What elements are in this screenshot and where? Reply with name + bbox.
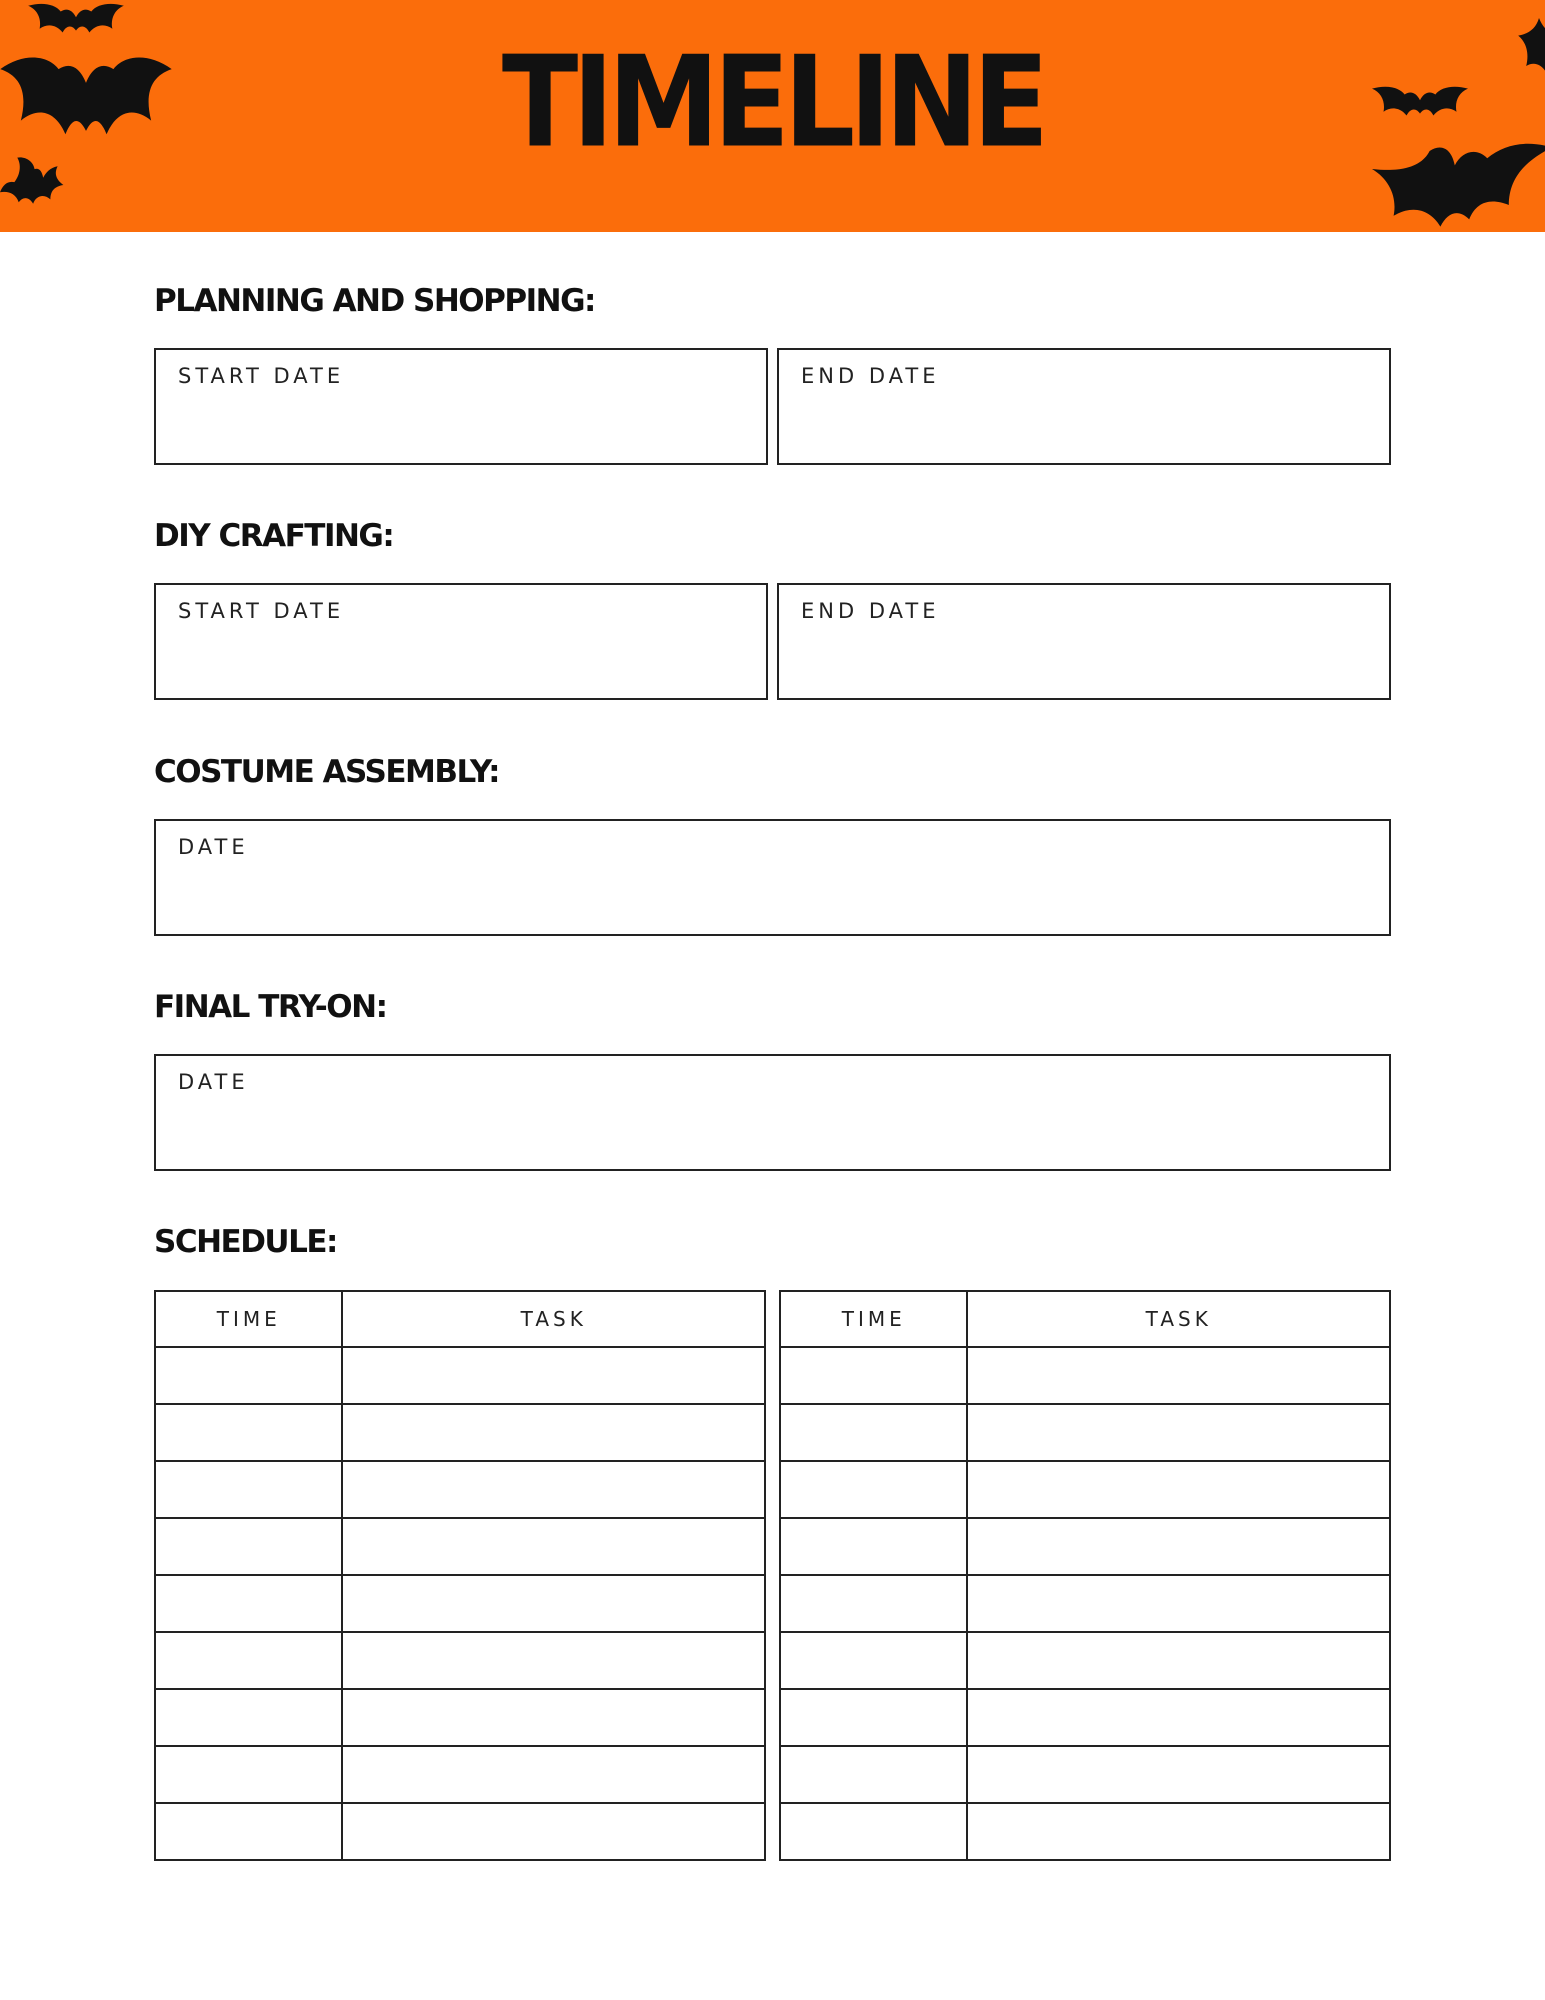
time-cell[interactable] (155, 1404, 342, 1461)
table-row (155, 1575, 765, 1632)
time-cell[interactable] (780, 1746, 967, 1803)
tryon-heading: FINAL TRY-ON: (154, 989, 387, 1025)
task-cell[interactable] (342, 1803, 765, 1860)
table-row (155, 1632, 765, 1689)
table-row (780, 1404, 1390, 1461)
table-row (155, 1746, 765, 1803)
task-column-header: TASK (342, 1291, 765, 1347)
time-cell[interactable] (155, 1518, 342, 1575)
page-title: TIMELINE (501, 30, 1044, 176)
table-row (155, 1803, 765, 1860)
time-cell[interactable] (155, 1803, 342, 1860)
costume-date-field[interactable] (154, 819, 1391, 936)
task-cell[interactable] (342, 1518, 765, 1575)
task-cell[interactable] (342, 1461, 765, 1518)
table-row (155, 1518, 765, 1575)
task-cell[interactable] (967, 1575, 1390, 1632)
time-cell[interactable] (780, 1632, 967, 1689)
table-row (780, 1461, 1390, 1518)
task-cell[interactable] (967, 1404, 1390, 1461)
planning-heading: PLANNING AND SHOPPING: (154, 283, 595, 319)
costume-heading: COSTUME ASSEMBLY: (154, 754, 500, 790)
task-cell[interactable] (342, 1404, 765, 1461)
schedule-table-left (154, 1290, 766, 1861)
time-cell[interactable] (780, 1404, 967, 1461)
task-cell[interactable] (967, 1746, 1390, 1803)
time-cell[interactable] (155, 1347, 342, 1404)
task-cell[interactable] (967, 1689, 1390, 1746)
time-cell[interactable] (780, 1461, 967, 1518)
end-date-label: END DATE (801, 599, 940, 623)
task-cell[interactable] (967, 1461, 1390, 1518)
header-banner (0, 0, 1545, 232)
time-cell[interactable] (155, 1575, 342, 1632)
date-label: DATE (178, 835, 249, 859)
diy-end-date-field[interactable] (777, 583, 1391, 700)
table-row (780, 1746, 1390, 1803)
time-cell[interactable] (155, 1632, 342, 1689)
table-row (155, 1461, 765, 1518)
task-cell[interactable] (342, 1746, 765, 1803)
time-cell[interactable] (155, 1746, 342, 1803)
table-header-row (155, 1291, 765, 1347)
planning-end-date-field[interactable] (777, 348, 1391, 465)
task-cell[interactable] (967, 1518, 1390, 1575)
task-cell[interactable] (967, 1347, 1390, 1404)
time-cell[interactable] (155, 1689, 342, 1746)
tryon-date-field[interactable] (154, 1054, 1391, 1171)
task-cell[interactable] (342, 1689, 765, 1746)
task-column-header: TASK (967, 1291, 1390, 1347)
task-cell[interactable] (342, 1632, 765, 1689)
diy-heading: DIY CRAFTING: (154, 518, 394, 554)
date-label: DATE (178, 1070, 249, 1094)
time-cell[interactable] (155, 1461, 342, 1518)
table-row (780, 1689, 1390, 1746)
time-cell[interactable] (780, 1689, 967, 1746)
start-date-label: START DATE (178, 364, 345, 388)
table-row (155, 1347, 765, 1404)
table-row (780, 1803, 1390, 1860)
time-column-header: TIME (155, 1291, 342, 1347)
task-cell[interactable] (967, 1632, 1390, 1689)
table-header-row (780, 1291, 1390, 1347)
schedule-heading: SCHEDULE: (154, 1224, 337, 1260)
table-row (780, 1518, 1390, 1575)
end-date-label: END DATE (801, 364, 940, 388)
time-cell[interactable] (780, 1575, 967, 1632)
task-cell[interactable] (342, 1347, 765, 1404)
time-column-header: TIME (780, 1291, 967, 1347)
table-row (780, 1575, 1390, 1632)
table-row (155, 1404, 765, 1461)
time-cell[interactable] (780, 1803, 967, 1860)
diy-start-date-field[interactable] (154, 583, 768, 700)
start-date-label: START DATE (178, 599, 345, 623)
task-cell[interactable] (342, 1575, 765, 1632)
table-row (155, 1689, 765, 1746)
schedule-table-right (779, 1290, 1391, 1861)
table-row (780, 1347, 1390, 1404)
task-cell[interactable] (967, 1803, 1390, 1860)
time-cell[interactable] (780, 1518, 967, 1575)
planning-start-date-field[interactable] (154, 348, 768, 465)
time-cell[interactable] (780, 1347, 967, 1404)
table-row (780, 1632, 1390, 1689)
